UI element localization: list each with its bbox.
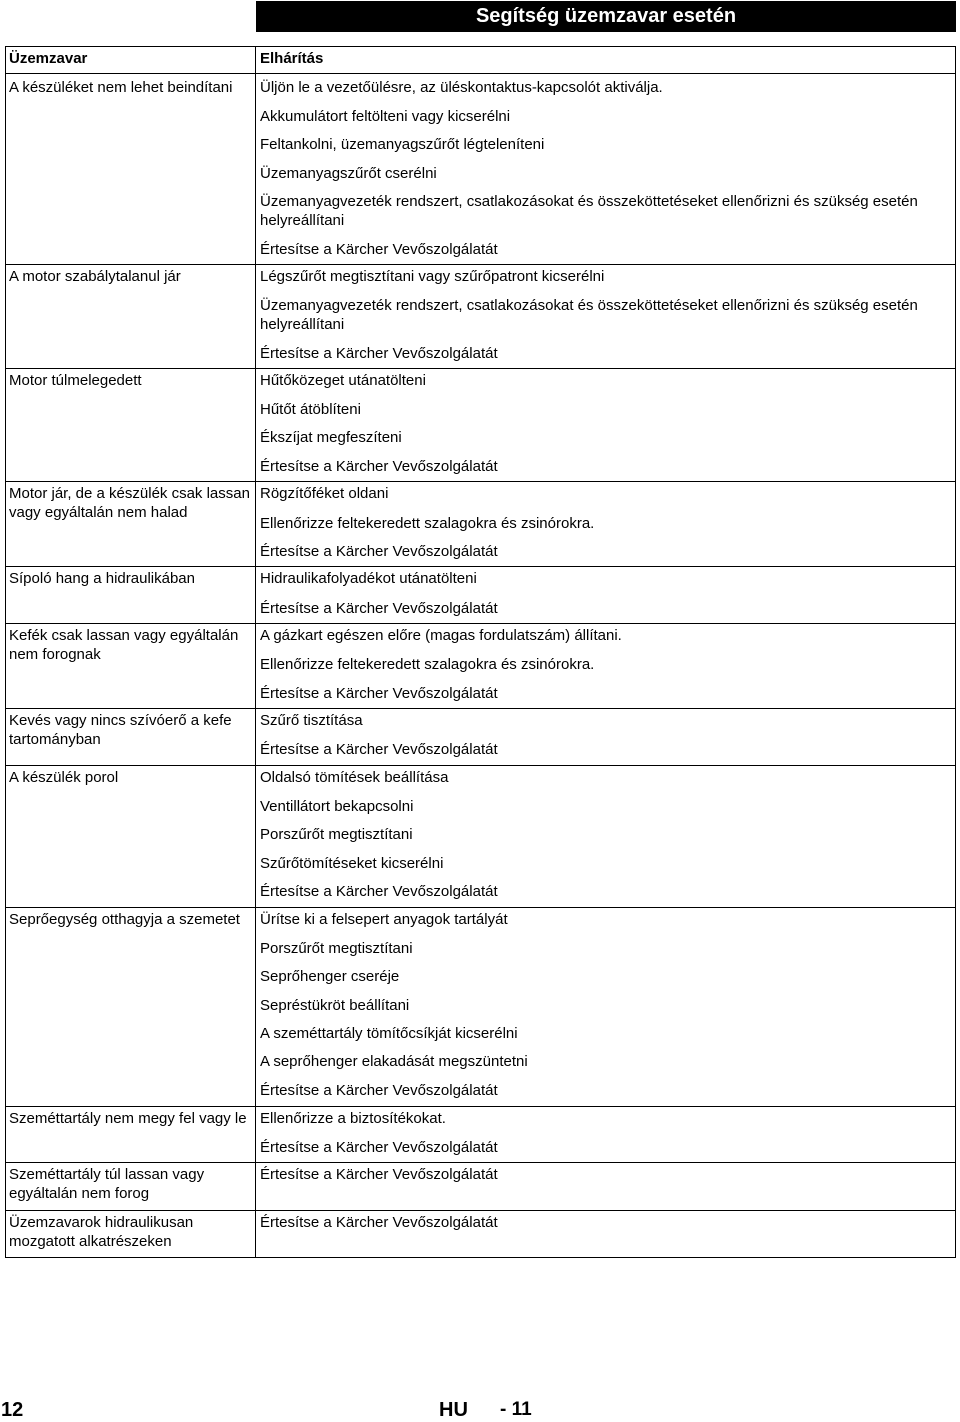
fault-cell: Kefék csak lassan vagy egyáltalán nem forognak [9, 627, 239, 663]
row-divider [5, 368, 956, 369]
language-code: HU [439, 1399, 468, 1421]
fault-cell: Üzemzavarok hidraulikusan mozgatott alkatrészeken [9, 1214, 194, 1250]
page-title-banner [256, 1, 956, 32]
remedy-cell: Feltankolni, üzemanyagszűrőt légteleníteni [260, 136, 545, 153]
remedy-cell: Üljön le a vezetőülésre, az üléskontaktus-kapcsolót aktiválja. [260, 79, 663, 96]
remedy-cell: Seprőhenger cseréje [260, 968, 400, 985]
remedy-cell: Értesítse a Kärcher Vevőszolgálatát [260, 543, 498, 560]
header-divider [5, 73, 956, 74]
remedy-cell: A seprőhenger elakadását megszüntetni [260, 1053, 528, 1070]
fault-cell: Kevés vagy nincs szívóerő a kefe tartományban [9, 712, 232, 748]
fault-cell: Motor túlmelegedett [9, 372, 142, 389]
remedy-cell: Hűtőt átöblíteni [260, 401, 361, 418]
remedy-cell: Értesítse a Kärcher Vevőszolgálatát [260, 458, 498, 475]
remedy-cell: Ventillátort bekapcsolni [260, 798, 414, 815]
remedy-cell: Értesítse a Kärcher Vevőszolgálatát [260, 1082, 498, 1099]
remedy-cell: Értesítse a Kärcher Vevőszolgálatát [260, 1139, 498, 1156]
remedy-cell: Porszűrőt megtisztítani [260, 940, 413, 957]
fault-cell: Seprőegység otthagyja a szemetet [9, 911, 240, 928]
remedy-cell: Értesítse a Kärcher Vevőszolgálatát [260, 741, 498, 758]
row-divider [5, 1210, 956, 1211]
page-title: Segítség üzemzavar esetén [475, 5, 737, 27]
remedy-cell: Szűrőtömítéseket kicserélni [260, 855, 444, 872]
remedy-cell: Hidraulikafolyadékot utánatölteni [260, 570, 477, 587]
remedy-cell: Értesítse a Kärcher Vevőszolgálatát [260, 1166, 498, 1183]
row-divider [5, 264, 956, 265]
remedy-cell: Légszűrőt megtisztítani vagy szűrőpatront kicserélni [260, 268, 605, 285]
row-divider [5, 708, 956, 709]
fault-cell: Szeméttartály túl lassan vagy egyáltalán nem forog [9, 1166, 205, 1202]
remedy-cell: Üzemanyagvezeték rendszert, csatlakozásokat és összeköttetéseket ellenőrizni és szükség esetén helyreállítani [260, 193, 918, 229]
remedy-cell: Porszűrőt megtisztítani [260, 826, 413, 843]
remedy-cell: Értesítse a Kärcher Vevőszolgálatát [260, 600, 498, 617]
row-divider [5, 907, 956, 908]
fault-cell: Szeméttartály nem megy fel vagy le [9, 1110, 247, 1127]
row-divider [5, 566, 956, 567]
row-divider [5, 623, 956, 624]
remedy-cell: Értesítse a Kärcher Vevőszolgálatát [260, 241, 498, 258]
remedy-cell: Rögzítőféket oldani [260, 485, 389, 502]
remedy-cell: Üzemanyagszűrőt cserélni [260, 165, 437, 182]
remedy-cell: Értesítse a Kärcher Vevőszolgálatát [260, 685, 498, 702]
remedy-cell: Üzemanyagvezeték rendszert, csatlakozásokat és összeköttetéseket ellenőrizni és szükség esetén helyreállítani [260, 297, 918, 333]
column-divider [255, 46, 256, 1258]
remedy-cell: A szeméttartály tömítőcsíkját kicserélni [260, 1025, 518, 1042]
remedy-cell: Értesítse a Kärcher Vevőszolgálatát [260, 345, 498, 362]
row-divider [5, 765, 956, 766]
remedy-cell: Értesítse a Kärcher Vevőszolgálatát [260, 1214, 498, 1231]
remedy-cell: Ellenőrizze feltekeredett szalagokra és zsinórokra. [260, 656, 595, 673]
header-fault: Üzemzavar [9, 50, 88, 67]
row-divider [5, 1106, 956, 1107]
remedy-cell: Akkumulátort feltölteni vagy kicserélni [260, 108, 511, 125]
fault-cell: Motor jár, de a készülék csak lassan vagy egyáltalán nem halad [9, 485, 250, 521]
page-number: 12 [1, 1399, 24, 1421]
fault-cell: A készülék porol [9, 769, 119, 786]
row-divider [5, 481, 956, 482]
remedy-cell: A gázkart egészen előre (magas fordulatszám) állítani. [260, 627, 622, 644]
page-suffix: - 11 [500, 1399, 532, 1420]
remedy-cell: Ellenőrizze a biztosítékokat. [260, 1110, 446, 1127]
remedy-cell: Ürítse ki a felsepert anyagok tartályát [260, 911, 508, 928]
remedy-cell: Értesítse a Kärcher Vevőszolgálatát [260, 883, 498, 900]
remedy-cell: Sepréstükröt beállítani [260, 997, 410, 1014]
row-divider [5, 1162, 956, 1163]
remedy-cell: Oldalsó tömítések beállítása [260, 769, 449, 786]
fault-cell: Sípoló hang a hidraulikában [9, 570, 195, 587]
remedy-cell: Szűrő tisztítása [260, 712, 363, 729]
remedy-cell: Ékszíjat megfeszíteni [260, 429, 402, 446]
remedy-cell: Hűtőközeget utánatölteni [260, 372, 426, 389]
fault-cell: A készüléket nem lehet beindítani [9, 79, 233, 96]
remedy-cell: Ellenőrizze feltekeredett szalagokra és zsinórokra. [260, 515, 595, 532]
header-remedy: Elhárítás [260, 50, 324, 67]
fault-cell: A motor szabálytalanul jár [9, 268, 181, 285]
